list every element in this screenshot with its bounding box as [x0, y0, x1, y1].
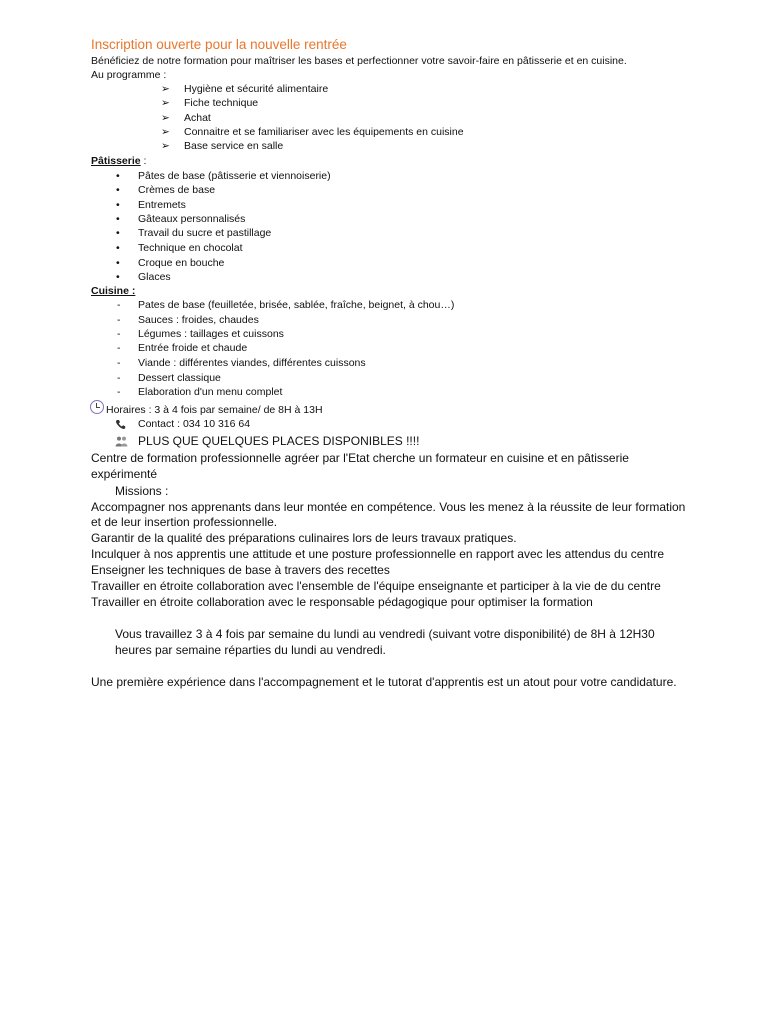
bullet-icon: •: [116, 199, 120, 211]
bullet-icon: •: [116, 257, 120, 269]
patisserie-heading-row: [91, 156, 146, 167]
list-item: Crèmes de base: [138, 184, 216, 196]
places-disponibles: PLUS QUE QUELQUES PLACES DISPONIBLES !!!!: [138, 434, 420, 448]
arrow-bullet-icon: ➢: [161, 112, 170, 124]
dash-bullet-icon: -: [117, 342, 121, 354]
mission-line: Enseigner les techniques de base à travers des recettes: [91, 563, 390, 577]
schedule-line-1: Vous travaillez 3 à 4 fois par semaine du lundi au vendredi (suivant votre disponibilité) de 8H à 12H30: [115, 627, 655, 641]
list-item: Base service en salle: [184, 140, 284, 152]
schedule-line-2: heures par semaine réparties du lundi au vendredi.: [115, 643, 386, 657]
list-item: Légumes : taillages et cuissons: [138, 328, 284, 340]
dash-bullet-icon: -: [117, 357, 121, 369]
horaires-text: Horaires : 3 à 4 fois par semaine/ de 8H à 13H: [106, 404, 323, 416]
mission-line: Garantir de la qualité des préparations culinaires lors de leurs travaux pratiques.: [91, 531, 517, 545]
list-item: Croque en bouche: [138, 257, 225, 269]
clock-icon: [90, 400, 104, 414]
centre-line-2: expérimenté: [91, 467, 158, 481]
dash-bullet-icon: -: [117, 328, 121, 340]
dash-bullet-icon: -: [117, 314, 121, 326]
cuisine-heading: Cuisine :: [91, 285, 136, 297]
arrow-bullet-icon: ➢: [161, 83, 170, 95]
programme-label: Au programme :: [91, 69, 167, 81]
people-icon: [115, 434, 128, 452]
centre-line-1: Centre de formation professionnelle agréer par l'Etat cherche un formateur en cuisine et en pâtisserie: [91, 451, 629, 465]
intro-text: Bénéficiez de notre formation pour maîtriser les bases et perfectionner votre savoir-faire en pâtisserie et en cuisine.: [91, 55, 627, 67]
list-item: Entrée froide et chaude: [138, 342, 248, 354]
bullet-icon: •: [116, 227, 120, 239]
list-item: Pâtes de base (pâtisserie et viennoiserie): [138, 170, 331, 182]
list-item: Hygiène et sécurité alimentaire: [184, 83, 329, 95]
list-item: Fiche technique: [184, 97, 259, 109]
bullet-icon: •: [116, 271, 120, 283]
arrow-bullet-icon: ➢: [161, 126, 170, 138]
list-item: Elaboration d'un menu complet: [138, 386, 283, 398]
dash-bullet-icon: -: [117, 386, 121, 398]
bullet-icon: •: [116, 170, 120, 182]
phone-icon: [115, 417, 126, 435]
mission-line: Travailler en étroite collaboration avec le responsable pédagogique pour optimiser la formation: [91, 595, 593, 609]
list-item: Travail du sucre et pastillage: [138, 227, 272, 239]
dash-bullet-icon: -: [117, 299, 121, 311]
list-item: Gâteaux personnalisés: [138, 213, 246, 225]
list-item: Technique en chocolat: [138, 242, 243, 254]
list-item: Dessert classique: [138, 372, 221, 384]
mission-line: Accompagner nos apprenants dans leur montée en compétence. Vous les menez à la réussite de leur formation: [91, 500, 686, 514]
list-item: Entremets: [138, 199, 186, 211]
list-item: Connaitre et se familiariser avec les équipements en cuisine: [184, 126, 464, 138]
page-title: Inscription ouverte pour la nouvelle rentrée: [91, 37, 347, 52]
bullet-icon: •: [116, 213, 120, 225]
list-item: Pates de base (feuilletée, brisée, sablée, fraîche, beignet, à chou…): [138, 299, 455, 311]
mission-line: Inculquer à nos apprentis une attitude et une posture professionnelle en rapport avec les attendus du centre: [91, 547, 665, 561]
missions-label: Missions :: [115, 484, 169, 498]
patisserie-heading: Pâtisserie: [91, 155, 141, 167]
mission-line: et de leur insertion professionnelle.: [91, 515, 278, 529]
arrow-bullet-icon: ➢: [161, 140, 170, 152]
mission-line: Travailler en étroite collaboration avec l'ensemble de l'équipe enseignante et participer à la vie de du centre: [91, 579, 661, 593]
bullet-icon: •: [116, 184, 120, 196]
bullet-icon: •: [116, 242, 120, 254]
list-item: Viande : différentes viandes, différentes cuissons: [138, 357, 366, 369]
list-item: Achat: [184, 112, 211, 124]
contact-text: Contact : 034 10 316 64: [138, 418, 251, 430]
list-item: Sauces : froides, chaudes: [138, 314, 259, 326]
patisserie-colon: :: [140, 155, 147, 167]
dash-bullet-icon: -: [117, 372, 121, 384]
arrow-bullet-icon: ➢: [161, 97, 170, 109]
list-item: Glaces: [138, 271, 171, 283]
experience-text: Une première expérience dans l'accompagnement et le tutorat d'apprentis est un atout pour votre candidature.: [91, 675, 677, 689]
